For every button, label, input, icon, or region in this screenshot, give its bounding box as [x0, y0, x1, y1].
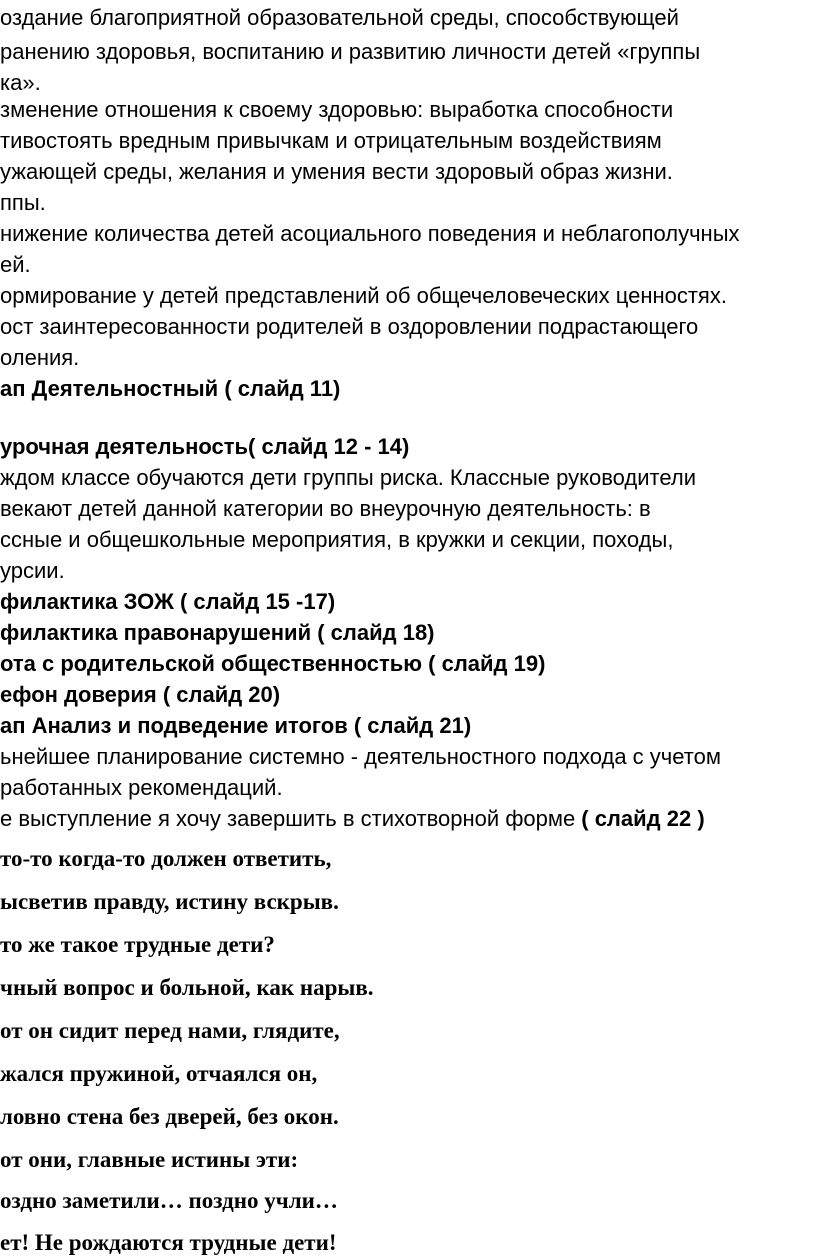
- section-heading-extracurricular: урочная деятельность( слайд 12 - 14): [0, 434, 410, 459]
- paragraph-line: ормирование у детей представлений об общечеловеческих ценностях.: [0, 283, 727, 308]
- paragraph-line: работанных рекомендаций.: [0, 775, 283, 800]
- poem-line: от он сидит перед нами, глядите,: [0, 1018, 340, 1043]
- stage-heading-analysis: ап Анализ и подведение итогов ( слайд 21): [0, 713, 472, 738]
- paragraph-line: ьнейшее планирование системно - деятельностного подхода с учетом: [0, 744, 721, 769]
- poem-line: жался пружиной, отчаялся он,: [0, 1061, 318, 1086]
- paragraph-line: оздание благоприятной образовательной среды, способствующей: [0, 5, 679, 30]
- paragraph-line: ка».: [0, 70, 41, 95]
- poem-line: ет! Не рождаются трудные дети!: [0, 1230, 337, 1255]
- stage-heading-activity: ап Деятельностный ( слайд 11): [0, 376, 341, 401]
- paragraph-line: зменение отношения к своему здоровью: выработка способности: [0, 97, 674, 122]
- closing-line: [0, 806, 705, 832]
- section-heading-prevention-healthy-lifestyle: филактика ЗОЖ ( слайд 15 -17): [0, 589, 336, 614]
- paragraph-line: оления.: [0, 345, 80, 370]
- paragraph-line: ссные и общешкольные мероприятия, в кружки и секции, походы,: [0, 527, 674, 552]
- poem-line: от они, главные истины эти:: [0, 1147, 299, 1172]
- paragraph-line: ждом классе обучаются дети группы риска. Классные руководители: [0, 465, 696, 490]
- paragraph-line: ей.: [0, 252, 31, 277]
- poem-line: оздно заметили… поздно учли…: [0, 1188, 338, 1213]
- section-heading-parent-work: ота с родительской общественностью ( слайд 19): [0, 651, 546, 676]
- closing-line-text: е выступление я хочу завершить в стихотворной форме: [0, 806, 576, 831]
- paragraph-line: ппы.: [0, 190, 46, 215]
- poem-line: то же такое трудные дети?: [0, 932, 275, 957]
- poem-line: чный вопрос и больной, как нарыв.: [0, 975, 374, 1000]
- paragraph-line: урсии.: [0, 558, 65, 583]
- paragraph-line: ранению здоровья, воспитанию и развитию личности детей «группы: [0, 39, 701, 64]
- paragraph-line: векают детей данной категории во внеурочную деятельность: в: [0, 496, 651, 521]
- paragraph-line: нижение количества детей асоциального поведения и неблагополучных: [0, 221, 740, 246]
- poem-line: ловно стена без дверей, без окон.: [0, 1104, 339, 1129]
- paragraph-line: ужающей среды, желания и умения вести здоровый образ жизни.: [0, 159, 673, 184]
- section-heading-hotline: ефон доверия ( слайд 20): [0, 682, 281, 707]
- section-heading-prevention-offenses: филактика правонарушений ( слайд 18): [0, 620, 435, 645]
- closing-line-slide: ( слайд 22 ): [581, 806, 705, 831]
- poem-line: ысветив правду, истину вскрыв.: [0, 889, 339, 914]
- poem-line: то-то когда-то должен ответить,: [0, 846, 332, 871]
- paragraph-line: тивостоять вредным привычкам и отрицательным воздействиям: [0, 128, 662, 153]
- paragraph-line: ост заинтересованности родителей в оздоровлении подрастающего: [0, 314, 699, 339]
